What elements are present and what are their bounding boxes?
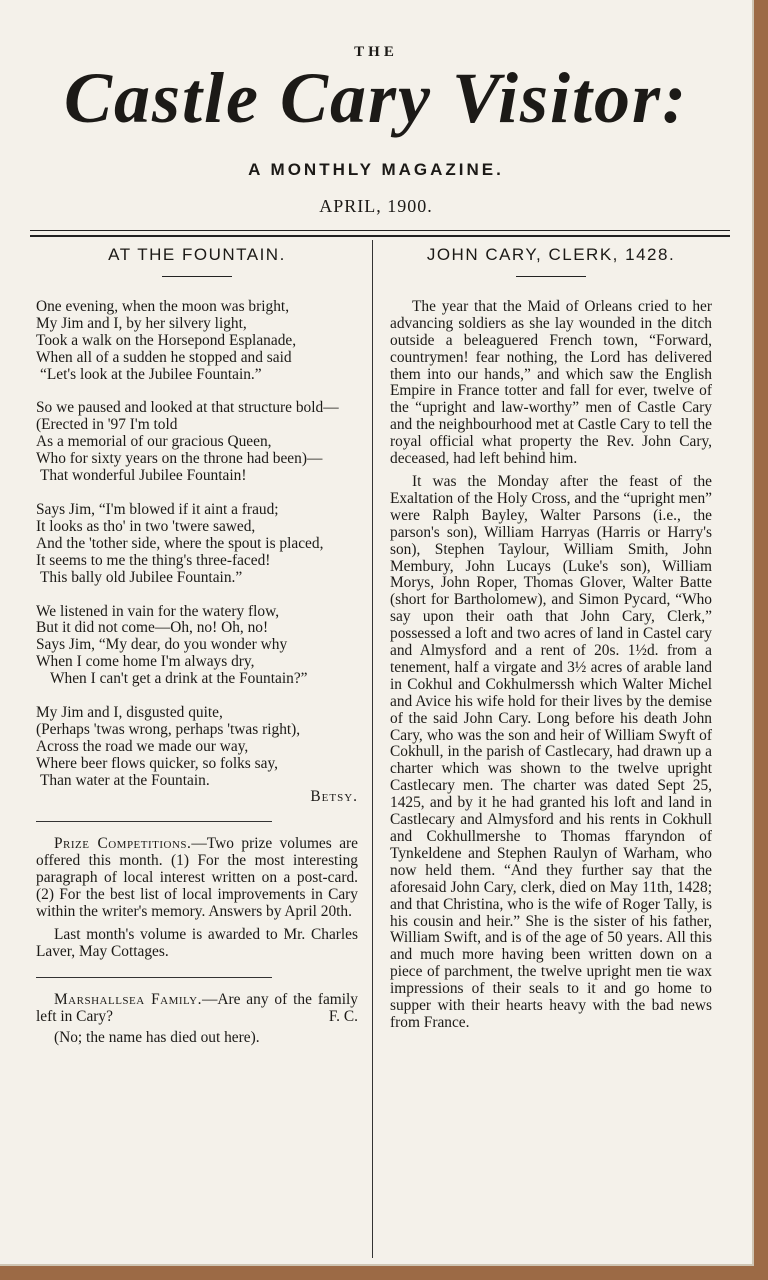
marshallsea-lead: Marshallsea Family. [54,990,202,1008]
poem-line: But it did not come—Oh, no! Oh, no! [36,619,269,637]
poem-line: As a memorial of our gracious Queen, [36,433,272,451]
marshallsea-question: —Are any of the family left in Cary? [36,990,358,1025]
issue-date: APRIL, 1900. [319,196,433,216]
poem-line: When all of a sudden he stopped and said [36,348,292,366]
poem-signature: Betsy. [310,787,358,805]
poem-line: Where beer flows quicker, so folks say, [36,754,278,772]
article-body [390,299,712,1032]
poem-line: Took a walk on the Horsepond Esplanade, [36,331,297,349]
section-rule [36,821,272,822]
masthead-subtitle: A MONTHLY MAGAZINE. [248,160,504,179]
poem-stanza [36,705,358,790]
poem-line: It seems to me the thing's three-faced! [36,551,271,569]
prize-notice [36,836,358,921]
poem-line: It looks as tho' in two 'twere sawed, [36,517,256,535]
marshallsea-notice [36,992,358,1026]
marshallsea-answer: (No; the name has died out here). [54,1028,260,1046]
left-column [36,244,358,1047]
poem-line: We listened in vain for the watery flow, [36,602,280,620]
masthead-title: Castle Cary Visitor: [63,58,689,138]
poem-line: One evening, when the moon was bright, [36,297,290,315]
prize-text: —Two prize volumes are offered this month. (1) For the most interesting paragraph of local interest written on a post-card. (2) For the best list of local improvements in Cary within the writer's memory. Answers by April 20th. [36,835,358,921]
masthead-rule [30,230,730,237]
poem-line: “Let's look at the Jubilee Fountain.” [40,365,262,383]
heading-rule [162,276,232,277]
poem-line: So we paused and looked at that structure bold— [36,399,339,417]
poem-line: My Jim and I, by her silvery light, [36,314,247,332]
poem-stanza [36,400,358,485]
section-rule [36,977,272,978]
poem-line: (Erected in '97 I'm told [36,416,178,434]
poem-line: Across the road we made our way, [36,737,249,755]
poem-stanza [36,502,358,587]
poem-line: (Perhaps 'twas wrong, perhaps 'twas right), [36,720,301,738]
marshallsea-initials: F. C. [328,1007,358,1025]
poem-line: Says Jim, “My dear, do you wonder why [36,636,288,654]
prize-lead: Prize Competitions. [54,835,192,853]
heading-rule [516,276,586,277]
poem-line: Than water at the Fountain. [40,771,210,789]
poem-line: Who for sixty years on the throne had been)— [36,450,323,468]
right-column [390,244,712,1038]
poem-line: And the 'tother side, where the spout is placed, [36,534,324,552]
poem-heading: AT THE FOUNTAIN. [108,245,286,264]
poem-line: When I come home I'm always dry, [36,653,255,671]
article-heading: JOHN CARY, CLERK, 1428. [426,245,676,264]
poem-line: That wonderful Jubilee Fountain! [40,467,247,485]
article-paragraph: The year that the Maid of Orleans cried to her advancing soldiers as she lay wounded in the ditch outside a beleaguered French town, “Forward, countrymen! fear nothing, the Lord has delivered them into our hands,” and which saw the English Empire in France totter and fall for ever, twelve of the “upright and law-worthy” men of Castle Cary and the neighbourhood met at Castle Cary to tell the royal official what property the Rev. John Cary, deceased, had left behind him. [390,297,712,468]
column-divider [372,240,373,1258]
prize-award: Last month's volume is awarded to Mr. Charles Laver, May Cottages. [36,926,358,960]
poem-stanza [36,299,358,384]
poem-stanza [36,604,358,689]
poem-line: This bally old Jubilee Fountain.” [40,568,243,586]
masthead-the: THE [354,44,398,60]
article-paragraph: It was the Monday after the feast of the Exaltation of the Holy Cross, and the “upright men” were Ralph Bayley, Walter Parsons (i.e., the parson's son), William Harryas (Harris or Harry's son), Stephen Taylour, William Smith, John Membury, John Lucays (Luke's son), William Morys, John Roper, Thomas Glover, Walter Batte (short for Bartholomew), and Simon Pycard, “Who say upon their oath that John Cary, Clerk,” possessed a loft and two acres of land in Castel cary and Almysford and a rent of 20s. 1½d. from a tenement, half a virgate and 3½ acres of arable land in Cokhul and Cokhulmerssh which Walter Michel and Avice his wife hold for their lives by the demise of the said John Cary. Long before his death John Cary, who was the son and heir of William Swyft of Cokhull, in the parish of Castlecary, had drawn up a charter which was shown to the twelve upright Castlecary men. The charter was dated Sept 25, 1425, and by it he had granted his loft and land in Castlecary and Almysford and his rents in Cokhull and Cokhullmershe to Thomas ffaryndon of Tynkeldene and Stephen Raulyn of Warham, who now held them. “And they further say that the aforesaid John Cary, clerk, died on May 11th, 1428; and that Christina, who is the wife of Roger Tally, is his cousin and heir.” She is the sister of his father, William Swift, and is of the age of 50 years. All this and much more having been written down on a piece of parchment, the twelve upright men tie wax impressions of their seals to it and go home to supper with their hearts heavy with the bad news from France. [390,472,712,1031]
poem-line: When I can't get a drink at the Fountain?” [50,670,308,688]
poem-line: Says Jim, “I'm blowed if it aint a fraud; [36,500,279,518]
poem-line: My Jim and I, disgusted quite, [36,704,223,722]
